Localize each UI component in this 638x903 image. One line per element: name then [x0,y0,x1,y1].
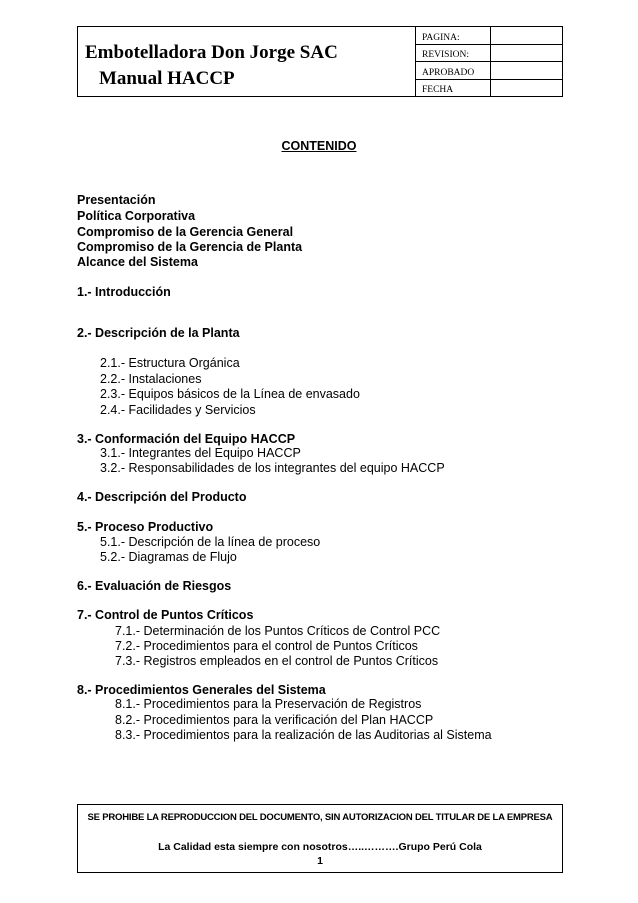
manual-name: Manual HACCP [99,68,235,89]
toc-section: 3.- Conformación del Equipo HACCP [77,432,296,446]
toc-subitem: 8.1.- Procedimientos para la Preservación de Registros [115,697,422,711]
header-field-value [491,27,562,44]
toc-subitem: 7.3.- Registros empleados en el control de Puntos Críticos [115,654,439,668]
contents-title: CONTENIDO [281,139,357,153]
header-field-label: PAGINA: [416,27,491,44]
toc-subitem: 2.1.- Estructura Orgánica [100,356,240,370]
header-field-row [416,62,562,80]
footer-slogan: La Calidad esta siempre con nosotros…..……….Grupo Perú Cola [158,841,482,853]
toc-item: Compromiso de la Gerencia de Planta [77,240,303,254]
header-field-label: FECHA [416,80,491,97]
toc-section: 4.- Descripción del Producto [77,490,247,504]
footer-warning: SE PROHIBE LA REPRODUCCION DEL DOCUMENTO, SIN AUTORIZACION DEL TITULAR DE LA EMPRESA [87,812,553,823]
toc-subitem: 8.3.- Procedimientos para la realización de las Auditorias al Sistema [115,728,492,742]
header-field-row [416,45,562,63]
header-field-label: APROBADO [416,62,491,79]
toc-section: 5.- Proceso Productivo [77,520,214,534]
toc-section: 2.- Descripción de la Planta [77,326,240,340]
toc-section: 6.- Evaluación de Riesgos [77,579,232,593]
header-fields [416,27,562,96]
toc-subitem: 5.1.- Descripción de la línea de proceso [100,535,321,549]
header-field-value [491,45,562,62]
toc-subitem: 2.2.- Instalaciones [100,372,202,386]
toc-section: 8.- Procedimientos Generales del Sistema [77,683,326,697]
header-field-value [491,80,562,97]
header-field-row [416,80,562,97]
toc-subitem: 5.2.- Diagramas de Flujo [100,550,237,564]
toc-subitem: 3.2.- Responsabilidades de los integrantes del equipo HACCP [100,461,445,475]
toc-subitem: 2.3.- Equipos básicos de la Línea de envasado [100,387,360,401]
toc-subitem: 2.4.- Facilidades y Servicios [100,403,256,417]
header-title-cell [78,27,416,96]
company-name: Embotelladora Don Jorge SAC [85,42,338,63]
header-field-label: REVISION: [416,45,491,62]
footer-box [77,804,563,873]
toc-item: Presentación [77,193,156,207]
toc-subitem: 8.2.- Procedimientos para la verificación del Plan HACCP [115,713,434,727]
toc-section: 1.- Introducción [77,285,171,299]
toc-item: Política Corporativa [77,209,196,223]
toc-item: Compromiso de la Gerencia General [77,225,294,239]
header-field-row [416,27,562,45]
toc-subitem: 7.2.- Procedimientos para el control de Puntos Críticos [115,639,418,653]
toc-subitem: 7.1.- Determinación de los Puntos Críticos de Control PCC [115,624,441,638]
toc-subitem: 3.1.- Integrantes del Equipo HACCP [100,446,301,460]
toc-section: 7.- Control de Puntos Críticos [77,608,254,622]
page-number: 1 [317,855,323,867]
header-table [77,26,563,97]
toc-item: Alcance del Sistema [77,255,198,269]
header-field-value [491,62,562,79]
